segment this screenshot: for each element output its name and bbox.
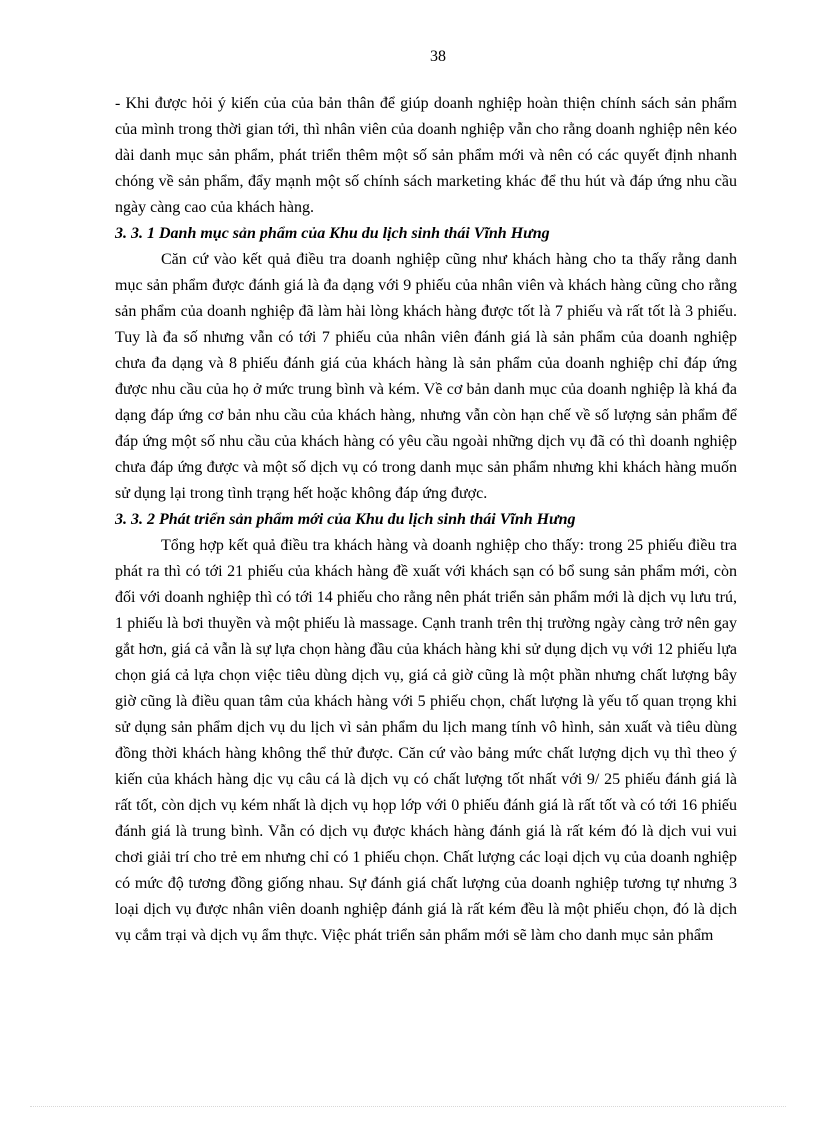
page-bottom-divider <box>30 1106 786 1107</box>
document-body <box>115 91 737 949</box>
section-heading-3-3-2: 3. 3. 2 Phát triển sản phẩm mới của Khu du lịch sinh thái Vĩnh Hưng <box>115 511 576 528</box>
section-heading-3-3-1: 3. 3. 1 Danh mục sản phẩm của Khu du lịch sinh thái Vĩnh Hưng <box>115 225 550 242</box>
section-paragraph-3-3-1: Căn cứ vào kết quả điều tra doanh nghiệp cũng như khách hàng cho ta thấy rằng danh mục sản phẩm được đánh giá là đa dạng với 9 phiếu của nhân viên và khách hàng cũng cho rằng sản phẩm của doanh nghiệp đã làm hài lòng khách hàng được tốt là 7 phiếu và rất tốt là 3 phiếu. Tuy là đa số nhưng vẫn có tới 7 phiếu của nhân viên đánh giá là sản phẩm của doanh nghiệp chưa đa dạng và 8 phiếu đánh giá của khách hàng là sản phẩm của doanh nghiệp chỉ đáp ứng được nhu cầu của họ ở mức trung bình và kém. Về cơ bản danh mục của doanh nghiệp là khá đa dạng đáp ứng cơ bản nhu cầu của khách hàng, nhưng vẫn còn hạn chế về số lượng sản phẩm để đáp ứng một số nhu cầu của khách hàng có yêu cầu ngoài những dịch vụ đã có thì doanh nghiệp chưa đáp ứng được và một số dịch vụ có trong danh mục sản phẩm nhưng khi khách hàng muốn sử dụng lại trong tình trạng hết hoặc không đáp ứng được. <box>115 251 737 502</box>
intro-paragraph: - Khi được hỏi ý kiến của của bản thân để giúp doanh nghiệp hoàn thiện chính sách sản phẩm của mình trong thời gian tới, thì nhân viên của doanh nghiệp vẫn cho rằng doanh nghiệp nên kéo dài danh mục sản phẩm, phát triển thêm một số sản phẩm mới và nên có các quyết định nhanh chóng về sản phẩm, đẩy mạnh một số chính sách marketing khác để thu hút và đáp ứng nhu cầu ngày càng cao của khách hàng. <box>115 95 737 216</box>
section-paragraph-3-3-2: Tổng hợp kết quả điều tra khách hàng và doanh nghiệp cho thấy: trong 25 phiếu điều tra phát ra thì có tới 21 phiếu của khách hàng đề xuất với khách sạn có bổ sung sản phẩm mới, còn đối với doanh nghiệp thì có tới 14 phiếu cho rằng nên phát triển sản phẩm mới là dịch vụ lưu trú, 1 phiếu là bơi thuyền và một phiếu là massage. Cạnh tranh trên thị trường ngày càng trở nên gay gắt hơn, giá cả vẫn là sự lựa chọn hàng đầu của khách hàng khi sử dụng dịch vụ với 12 phiếu lựa chọn giá cả lựa chọn việc tiêu dùng dịch vụ, giá cả giờ cũng là một phần nhưng chất lượng bây giờ cũng là điều quan tâm của khách hàng với 5 phiếu chọn, chất lượng là yếu tố quan trọng khi sử dụng sản phẩm dịch vụ du lịch vì sản phẩm du lịch mang tính vô hình, sản xuất và tiêu dùng đồng thời khách hàng không thể thử được. Căn cứ vào bảng mức chất lượng dịch vụ thì theo ý kiến của khách hàng dịc vụ câu cá là dịch vụ có chất lượng tốt nhất với 9/ 25 phiếu đánh giá là rất tốt, còn dịch vụ kém nhất là dịch vụ họp lớp với 0 phiếu đánh giá là rất tốt và có tới 16 phiếu đánh giá là trung bình. Vẫn có dịch vụ được khách hàng đánh giá là rất kém đó là dịch vui vui chơi giải trí cho trẻ em nhưng chỉ có 1 phiếu chọn. Chất lượng các loại dịch vụ của doanh nghiệp có mức độ tương đồng giống nhau. Sự đánh giá chất lượng của doanh nghiệp tương tự nhưng 3 loại dịch vụ được nhân viên doanh nghiệp đánh giá là rất kém đều là một phiếu chọn, đó là dịch vụ cắm trại và dịch vụ ẩm thực. Việc phát triển sản phẩm mới sẽ làm cho danh mục sản phẩm <box>115 537 737 944</box>
page-number: 38 <box>430 48 446 65</box>
